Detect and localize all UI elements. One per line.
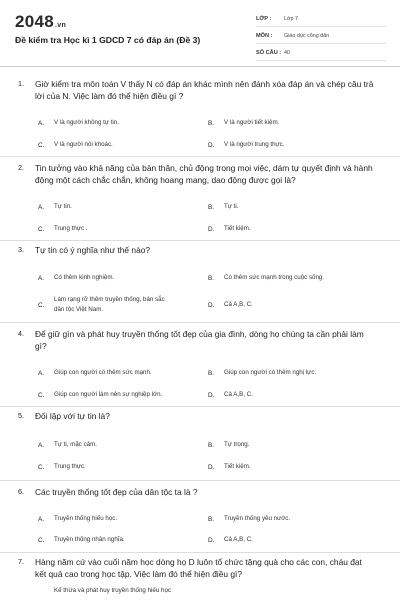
option-text: Trung thực. (54, 463, 86, 470)
option-text: V là người nói khoác. (54, 141, 113, 148)
question-text: Tin tưởng vào khả năng của bản thân, chủ động trong mọi việc, dám tự quyết định và hành động một cách chắc chắn, không hoang mang, dao động được gọi là? (35, 163, 373, 185)
option-letter: B. (208, 515, 215, 523)
option-a[interactable] (38, 196, 208, 218)
site-logo[interactable]: 2048.vn (15, 12, 67, 31)
option-a[interactable] (38, 112, 208, 134)
option-text: Truyền thống nhân nghĩa. (54, 536, 125, 543)
meta-value: 40 (284, 50, 290, 56)
question-7 (0, 556, 400, 600)
meta-row-subject (256, 29, 386, 44)
option-letter: C. (38, 391, 45, 399)
option-c[interactable] (38, 456, 208, 478)
option-letter: B. (208, 119, 215, 127)
option-text: Tự tin. (54, 203, 72, 210)
option-text: Truyền thống hiếu học. (54, 515, 118, 522)
option-text: Giúp con người có thêm sức mạnh. (54, 369, 152, 376)
option-text: Giúp con người có thêm nghị lực. (224, 369, 317, 376)
option-letter: D. (208, 391, 215, 399)
option-a[interactable] (38, 266, 208, 290)
option-letter: D. (208, 141, 215, 149)
meta-value: Lớp 7 (284, 16, 299, 22)
option-b[interactable] (208, 196, 378, 218)
option-letter: A. (38, 515, 45, 523)
page-title: Đề kiểm tra Học kì 1 GDCD 7 có đáp án (Đề 3) (15, 35, 201, 45)
option-letter: A. (38, 203, 45, 211)
option-text: Tiết kiệm. (224, 225, 251, 232)
option-text: Tự ti. (224, 203, 239, 210)
option-letter: C. (38, 301, 45, 309)
meta-row-class (256, 12, 386, 27)
option-letter: C. (38, 225, 45, 233)
option-text: Tiết kiệm. (224, 463, 251, 470)
option-text: Có thêm kinh nghiệm. (54, 274, 115, 281)
option-letter: B. (208, 274, 215, 282)
option-b[interactable] (208, 362, 378, 384)
option-letter: A. (38, 274, 45, 282)
option-text: Làm rạng rỡ thêm truyền thống, bản sắc dân tộc Việt Nam. (54, 296, 165, 313)
option-text: Tự trọng. (224, 441, 250, 448)
option-text: Cả A,B, C. (224, 536, 253, 543)
question-text: Để giữ gìn và phát huy truyền thống tốt đẹp của gia đình, dòng họ chúng ta cần phải làm gì? (35, 329, 364, 351)
option-b[interactable] (208, 434, 378, 456)
option-b[interactable] (208, 266, 378, 290)
question-number: 3. (18, 245, 24, 254)
option-d[interactable] (208, 134, 378, 156)
question-number: 1. (18, 79, 24, 88)
option-d[interactable] (208, 290, 378, 320)
option-text: V là người tiết kiệm. (224, 119, 280, 126)
question-1 (0, 78, 400, 157)
option-text: Truyền thống yêu nước. (224, 515, 291, 522)
question-5 (0, 410, 400, 481)
option-text: V là người trung thực. (224, 141, 285, 148)
option-letter: A. (38, 119, 45, 127)
option-text: Tự ti, mặc cảm. (54, 441, 97, 448)
option-d[interactable] (208, 456, 378, 478)
option-letter: D. (208, 301, 215, 309)
question-text: Các truyền thống tốt đẹp của dân tộc ta là ? (35, 487, 198, 497)
page-header (0, 0, 400, 67)
option-letter: B. (208, 369, 215, 377)
meta-value: Giáo dục công dân (284, 33, 330, 39)
question-3 (0, 244, 400, 323)
question-text: Hàng năm cứ vào cuối năm học dòng họ D luôn tổ chức tặng quà cho các con, cháu đạt kết quả cao trong học tập. Việc làm đó thể hiện điều gì? (35, 557, 362, 579)
option-text: Cả A,B, C. (224, 391, 253, 398)
option-letter: C. (38, 536, 45, 544)
option-c[interactable] (38, 290, 208, 320)
option-b[interactable] (208, 508, 378, 530)
option-text: Kế thừa và phát huy truyền thống hiếu học (54, 587, 171, 594)
meta-row-count (256, 46, 386, 61)
option-letter: C. (38, 463, 45, 471)
option-letter: B. (208, 203, 215, 211)
exam-meta (256, 12, 386, 63)
option-text: V là người không tự tin. (54, 119, 119, 126)
option-c[interactable] (38, 134, 208, 156)
option-letter: A. (38, 369, 45, 377)
option-a[interactable] (38, 362, 208, 384)
option-d[interactable] (208, 384, 378, 406)
question-2 (0, 162, 400, 241)
option-c[interactable] (38, 530, 208, 550)
option-c[interactable] (38, 384, 208, 406)
option-letter: B. (208, 441, 215, 449)
question-text: Tự tin có ý nghĩa như thế nào? (35, 245, 151, 255)
option-text: Cả A,B, C. (224, 301, 253, 308)
option-letter: D. (208, 225, 215, 233)
question-number: 2. (18, 163, 24, 172)
option-letter: A. (38, 441, 45, 449)
question-text: Giờ kiểm tra môn toán V thấy N có đáp án khác mình nên đánh xóa đáp án và chép câu trả lời của N. Việc làm đó thể hiện điều gì ? (35, 79, 374, 101)
option-letter: D. (208, 463, 215, 471)
question-4 (0, 328, 400, 407)
option-text: Có thêm sức mạnh trong cuộc sống. (224, 274, 325, 281)
meta-label: MÔN : (256, 33, 273, 39)
option-text: Giúp con người làm nên sự nghiệp lớn. (54, 391, 163, 398)
question-number: 5. (18, 411, 24, 420)
meta-label: LỚP : (256, 16, 272, 22)
option-text: Trung thực . (54, 225, 88, 232)
question-6 (0, 486, 400, 553)
option-a[interactable] (38, 434, 208, 456)
question-number: 7. (18, 557, 24, 566)
option-d[interactable] (208, 218, 378, 240)
question-number: 6. (18, 487, 24, 496)
option-a[interactable] (38, 586, 338, 596)
question-number: 4. (18, 329, 24, 338)
option-letter: D. (208, 536, 215, 544)
question-text: Đối lập với tự tin là? (35, 411, 110, 421)
option-b[interactable] (208, 112, 378, 134)
option-c[interactable] (38, 218, 208, 240)
meta-label: SỐ CÂU : (256, 50, 282, 56)
option-a[interactable] (38, 508, 208, 530)
option-letter: C. (38, 141, 45, 149)
option-d[interactable] (208, 530, 378, 550)
